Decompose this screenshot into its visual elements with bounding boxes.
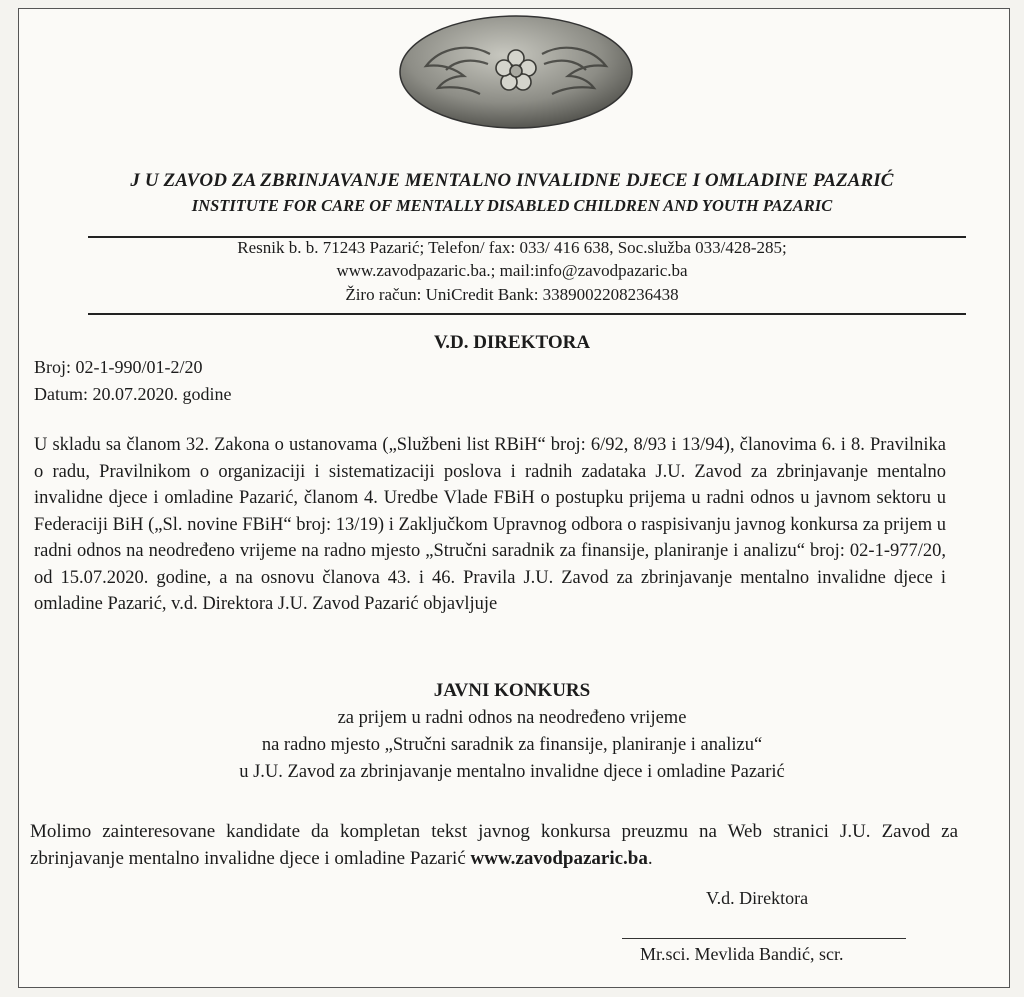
closing-period: . <box>647 848 653 869</box>
signature-name: Mr.sci. Mevlida Bandić, scr. <box>640 944 844 964</box>
address-line: Resnik b. b. 71243 Pazarić; Telefon/ fax: 033/ 416 638, Soc.služba 033/428-285; <box>237 238 787 257</box>
signature-line <box>622 938 906 939</box>
institution-name-local <box>0 170 1024 192</box>
institution-name-part-2: MENTALNO INVALIDNE DJECE I OMLADINE PAZARIĆ <box>404 170 894 191</box>
website-link[interactable]: www.zavodpazaric.ba <box>470 848 648 869</box>
header-divider-bottom <box>88 313 966 315</box>
konkurs-line-2: na radno mjesto „Stručni saradnik za finansije, planiranje i analizu“ <box>261 735 763 755</box>
document-title: V.D. DIREKTORA <box>433 332 591 353</box>
signature-role: V.d. Direktora <box>706 888 809 908</box>
institution-logo <box>398 14 634 130</box>
document-date: Datum: 20.07.2020. godine <box>34 384 232 404</box>
closing-text: Molimo zainteresovane kandidate da kompletan tekst javnog konkursa preuzmu na Web stranici J.U. Zavod za zbrinjavanje mentalno invalidne djece i omladine Pazarić <box>30 821 958 869</box>
closing-paragraph <box>30 818 958 872</box>
konkurs-line-3: u J.U. Zavod za zbrinjavanje mentalno invalidne djece i omladine Pazarić <box>239 762 785 782</box>
body-paragraph: U skladu sa članom 32. Zakona o ustanovama („Službeni list RBiH“ broj: 6/92, 8/93 i 13/94), članovima 6. i 8. Pravilnika o radu, Pravilnikom o organizaciji i sistematizaciji poslova i radnih zadataka J.U. Zavod za zbrinjavanje mentalno invalidne djece i omladine Pazarić, članom 4. Uredbe Vlade FBiH o postupku prijema u radni odnos u javnom sektoru u Federaciji BiH („Sl. novine FBiH“ broj: 13/19) i Zaključkom Upravnog odbora o raspisivanju javnog konkursa za prijem u radni odnos na neodređeno vrijeme na radno mjesto „Stručni saradnik za finansije, planiranje i analizu“ broj: 02-1-977/20, od 15.07.2020. godine, a na osnovu članova 43. i 46. Pravila J.U. Zavod za zbrinjavanje mentalno invalidne djece i omladine Pazarić, v.d. Direktora J.U. Zavod Pazarić objavljuje <box>34 435 946 614</box>
document-number: Broj: 02-1-990/01-2/20 <box>34 357 203 377</box>
web-mail-line: www.zavodpazaric.ba.; mail:info@zavodpazaric.ba <box>336 261 688 280</box>
institution-name-english: INSTITUTE FOR CARE OF MENTALLY DISABLED CHILDREN AND YOUTH PAZARIC <box>191 196 833 215</box>
konkurs-line-1: za prijem u radni odnos na neodređeno vrijeme <box>337 708 687 728</box>
konkurs-title: JAVNI KONKURS <box>433 680 591 701</box>
bank-account-line: Žiro račun: UniCredit Bank: 3389002208236438 <box>345 285 679 304</box>
institution-name-part-1: J U ZAVOD ZA ZBRINJAVANJE <box>130 170 405 191</box>
